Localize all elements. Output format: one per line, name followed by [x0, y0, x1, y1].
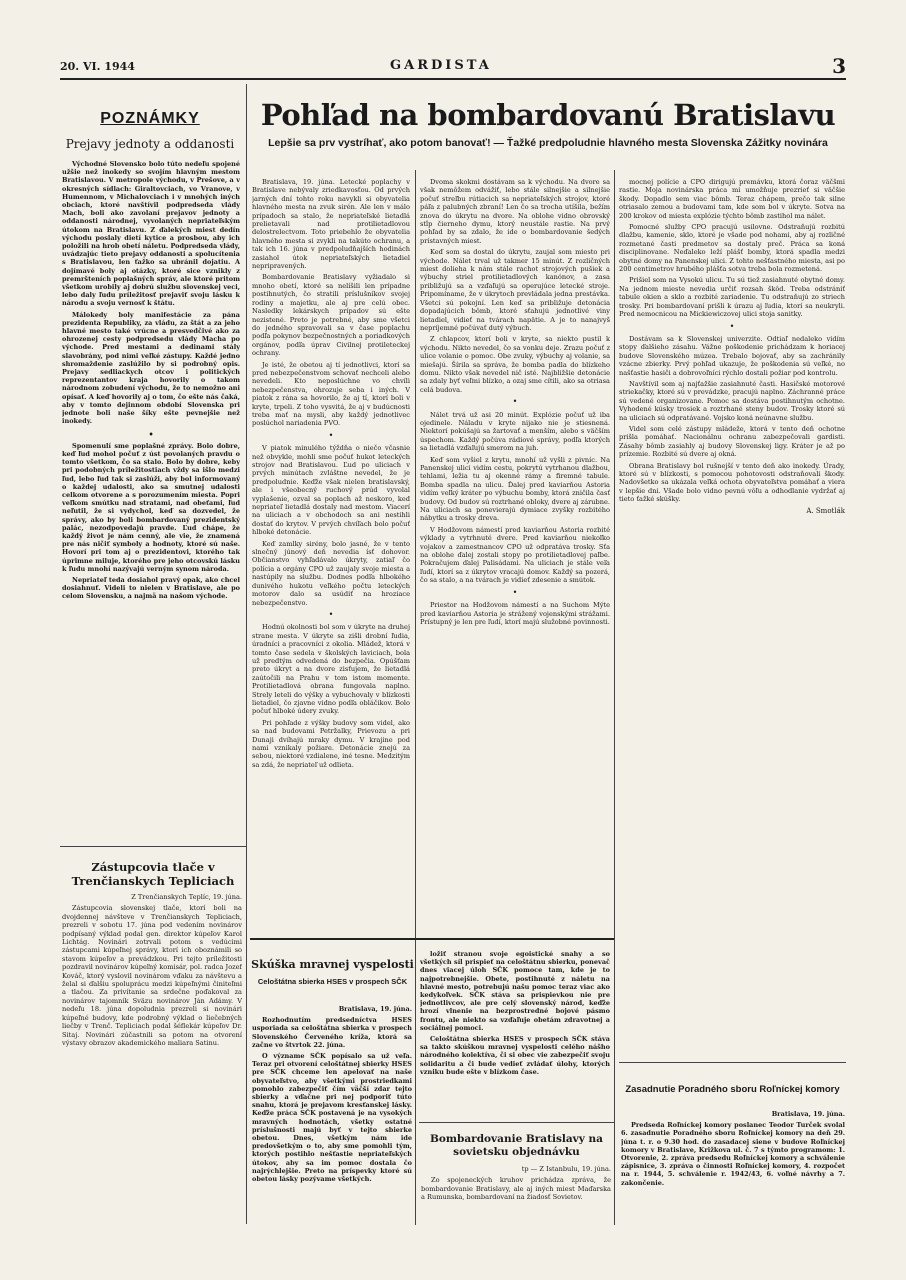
- bomb-sov-title: Bombardovanie Bratislavy na sovietsku objednávku: [430, 1133, 603, 1158]
- paragraph: Nálet trvá už asi 20 minút. Explózie počuť už iba ojedinele. Náladu v kryte nijako nie je stiesnená. Niektorí pokúšajú sa žartovať a menším, alebo s väčším úspechom. Každý počúva rádiové správy, podľa ktorých sa lietadlá vzďaľujú smerom na juh.: [420, 410, 610, 453]
- bomb-sov-body: [421, 1165, 611, 1225]
- section-rule: [419, 1122, 614, 1123]
- skuska-title: Skúška mravnej vyspelosti: [251, 958, 414, 971]
- poznamky-body: [62, 160, 240, 840]
- section-rule: [60, 846, 246, 847]
- paragraph: Spomenulí sme poplašné zprávy. Bolo dobre, keď ľud mohol počuť z úst povolaných pravdu o tomto všetkom, čo sa stalo. Bolo by dobre, keby pri podobných príležitostiach vždy sa išlo medzi ľud, lebo ľud tak si zaslúži, aby bol informovaný o každej udalosti, ako sa smutnej udalosti celkom otvorene a s porozumením miesta. Popri veľkom smútku nad stratami, nad obeťami, ľud neľutil, že si vydychol, keď sa dozvedel, že správy, ako by boli bombardovaný prezidentský palác, nezodpovedajú pravde. Ľud chápe, že každý život je nám cenný, ale vie, že znamená pre nás ničiť symboly a hodnoty, ktoré sú naše. Hovorí pri tom aj o prezidentovi, ktorého tak úprimne miluje, ktorého pre jeho otcovskú lásku k ľudu mnohí nazývajú verným synom národa.: [62, 441, 240, 573]
- paragraph: Málokedy boly manifestácie za pána prezidenta Republiky, za vládu, za štát a za jeho hlavné mesto také vrúcne a presvedčivé ako za ohrozenej cesty podpredsedu vlády Macha po východe. Pred mestami a dedinami stály slavobrány, pod nimi veľké zástupy. Každé jedno shromaždenie zaslúžilo by si podrobný opis. Prejavy sedliackych otcov i politických reprezentantov kraja hovorily o takom národnom zobudení východu, že to nemožno ani opísať. A keď hovorily aj o tom, čo ešte nás čaká, aby v tomto dejinnom období Slovenska pri jednote boli naše šíky ešte pevnejšie než inokedy.: [62, 310, 240, 426]
- paragraph: Priestor na Hodžovom námestí a na Suchom Mýte pred kaviarňou Astoria je strážený vojenskými strážami. Prístupný je len pre ľudí, ktorí majú služobné povinnosti.: [420, 601, 610, 626]
- skuska-body: [252, 1005, 412, 1220]
- paragraph: Bratislava, 19. júna. Letecké poplachy v Bratislave nebývaly zriedkavosťou. Od prvých jarných dní tohto roku navykli si obyvatelia hlavného mesta na zvuk sirén. Ale len v málo prípadoch sa stalo, že nepriateľské lietadlá prelietavali nad protilietadlovou delostrelectvom. Toto priebehlo že obyvatelia hlavného mesta si zvykli na takúto ochranu, a tak ich 16. júna v predpoludňajších hodinách zasiahol útok nepriateľských lietadiel nepripravených.: [252, 178, 410, 271]
- header-rule: [60, 78, 846, 80]
- dateline: tp — Z Istanbulu, 19. júna.: [521, 1165, 611, 1173]
- sck-continuation: [420, 950, 610, 1118]
- separator-star: •: [512, 587, 518, 597]
- paragraph: Hodnú okolnosti bol som v úkryte na druhej strane mesta. V úkryte sa zišli drobní ľudia, úradníci a pracovníci z okolia. Mládež, ktorá v tomto čase sedela v školských laviciach, bola už predtým odvedená do bezpečia. Opúšťam preto úkryt a na dvore zisťujem, že lietadlá zaútočili na Prahu v tom istom momente. Protilietadlová obrana fungovala naplno. Strely leteli do výšky a vybuchovaly v blízkosti lietadiel, čo zjavne vidno podľa obláčikov. Bolo počuť hlboké údery zvuky.: [252, 623, 410, 716]
- paragraph: Pomocné služby CPO pracujú usilovne. Odstraňujú rozbitú dlažbu, kamenie, sklo, ktoré je všade pod nohami, aby aj rozličné rozmetané časti predmetov sa dostaly preč. Práca sa koná disciplinovane. Neďaleko leží plášť bomby, ktorá spadla medzi obytné domy na Panenskej ulici. Z tohto nešťastného miesta, asi po 200 centimetrov hrubého plášťa sotva treba bola rozmetená.: [619, 223, 845, 274]
- paper-name: GARDISTA: [390, 58, 492, 73]
- paragraph: Nepriateľ teda dosiahol pravý opak, ako chcel dosiahnuť. Videli to nielen v Bratislave, ale po celom Slovensku, a najmä na našom východe.: [62, 575, 240, 601]
- separator-star: •: [729, 321, 735, 331]
- article-end-rule: [250, 938, 614, 940]
- paragraph: Zo spojeneckých kruhov prichádza zpráva, že bombardovanie Bratislavy, ale aj iných miest Maďarska a Rumunska, bombardovaní na žiadosť Sovietov.: [421, 1176, 611, 1202]
- separator-star: •: [328, 609, 334, 619]
- page-number: 3: [832, 54, 846, 78]
- paragraph: Navštívil som aj najťažšie zasiahnuté časti. Hasičské motorové striekačky, ktoré sú v prevádzke, pracujú naplno. Záchranné práce sú vedené organizovane. Pomoc sa dostáva postihnutým ochotne. Vyhodené kúsky trosiek a roztrhané steny budov. Trosky ktoré sú na uliciach sú odpratávané. Vojsko koná neúnavne službu.: [619, 379, 845, 422]
- paragraph: Z chlapcov, ktorí boli v kryte, sa niekto pustil k východu. Nikto nevedel, čo sa vonku deje. Zrazu počuť z ulice volanie o pomoc. Obe zvuky, výbuchy aj volanie, sa miešajú. Šírila sa správa, že bomba padla do blízkeho domu. Nikto však nevedel nič isté. Najbližšie detonácie sa zdaly byť veľmi blízko, a ozaj sme cítili, ako sa otriasa celá budova.: [420, 335, 610, 394]
- skuska-subtitle: Celoštátna sbierka HSES v prospech SČK: [257, 977, 408, 986]
- separator-star: •: [512, 397, 518, 407]
- article-title-prejavy: Prejavy jednoty a oddanosti: [65, 137, 235, 151]
- dateline: Bratislava, 19. júna.: [338, 1005, 412, 1013]
- paragraph: mocnej polície a CPO dirigujú premávku, ktorá čoraz väčšmi rastie. Moja novinárska práca mi umožňuje prezrieť si väčšie škody. Dopadlo sem viac bômb. Teraz chápem, prečo tak silne otriasalo zemou a budovami tam, kde som bol v úkryte. Sotva na 200 krokov od miesta explózie týchto bômb zastihol ma nálet.: [619, 178, 845, 220]
- zastupcovia-title: Zástupcovia tlače v Trenčianskych Tepliciach: [71, 860, 235, 888]
- section-rule: [619, 1062, 846, 1063]
- paragraph: Zástupcovia slovenskej tlače, ktorí boli na dvojdennej návšteve v Trenčianskych Tepliciach, prezreli v sobotu 17. júna pod vedením novinárov podpísaný výklad podal gen. direktor kúpeľov Karol Lichtág. Novinári zotrvali potom s vedúcimi zástupcami kúpeľnej správy, ktorí ich oboznámili so stavom kúpeľov a prevádzkou. Pri tejto príležitosti pozdravil novinárov kúpeľný komisár, pol. radca Jozef Kováč, ktorý vyslovil novinárom vďaku za návštevu a želal si ďalšiu spoluprácu medzi kúpeľnými činiteľmi a tlačou. Za privítanie sa srdečne poďakoval za novinárov tajomník Sväzu novinárov Ján Adámy. V nedeľu 18. júna dopoludnia prezreli si novinári kúpeľné budovy, kde podrobný výklad o liečebných liečby v Trenč. Tepliciach podal šéflekár kúpeľov Dr. Sitaj. Novinári zúčastnili sa potom na otvorení výstavy obrazov akademického maliara Satinu.: [62, 904, 242, 1047]
- main-subheadline: Lepšie sa prv vystríhať, ako potom banovať! — Ťažké predpoludnie hlavného mesta Slovenska Zážitky novinára: [268, 137, 828, 149]
- zastupcovia-body: [62, 893, 242, 1233]
- paragraph: Pri pohľade z výšky budovy som videl, ako sa nad budovami Petržalky, Prievozu a pri Dunaji dvíhajú mraky dymu. V krajine pod nami vznikaly požiare. Detonácie znejú za sebou, niektoré vzdialene, iné tesne. Medzitým sa zdá, že nepriateľ už odlieta.: [252, 718, 410, 769]
- paragraph: Keď som sa dostal do úkrytu, zaujal som miesto pri východe. Nálet trval už takmer 15 minút. Z rozličných miest dolieha k nám stále rachot strojových pušiek a výbuchy striel protilietadlových kanónov, a zasa približujú sa a vzďaľujú sa operujúce letecké stroje. Pripomíname, že v úkrytoch prevládala jedna prestávka. Všetci sú pokojní. Len keď sa približuje detonácia dopadajúcich bômb, ktoré sťahujú jednotlivé viny lietadiel, vidieť na tvárach napätie. A je to nanajvyš nepríjemné počúvať dutý výbuch.: [420, 248, 610, 332]
- section-title-poznamky: POZNÁMKY: [100, 110, 200, 127]
- paragraph: Je isté, že obetou aj tí jednotlivci, ktorí sa pred nebezpečenstvom schovať nechceli alebo nevedeli. Kto neposlúchne vo chvíli nebezpečenstva, ohrozuje seba i iných. V piatok z rána sa hovorilo, že aj tí, ktorí boli v kryte, trpeli. Z toho vysvitá, že aj v budúcnosti treba mať na mysli, aby každý jednotlivec poslúchol nariadenia PVO.: [252, 360, 410, 428]
- paragraph: Celoštátna sbierka HSES v prospech SČK stáva sa takto skúškou mravnej vyspelosti celého nášho národného kolektíva, či si obec vie zabezpečiť svoju solidaritu a či bude vedieť zvládať úlohy, ktorých vzniku bude ešte v blízkom čase.: [420, 1035, 610, 1076]
- paragraph: Dostávam sa k Slovenskej univerzite. Odtiaľ nedaleko vidím stopy ďalšieho zásahu. Vážne poškodenie prichádzam k horiacej budove Slovenského múzea. Trebalo bojovať, aby sa zachránily vzácne zbierky. Prvý pohľad ukazuje, že poškodenia sú veľké, no našťastie hasiči a dobrovoľníci rýchlo dostali požiar pod kontrolu.: [619, 334, 845, 377]
- separator-star: •: [148, 428, 154, 439]
- paragraph: V piatok minulého týždňa o niečo včasnie než obvykle, mohli sme počuť hukot leteckých strojov nad Bratislavou. Ľud po uliciach v prvých minútach zvláštne nevedel, že je predpoludnie. Keďže však nielen bratislavský, ale i všeobecný ruchový prúd vyvolal vyplašenie, ozval sa poplach až neskoro, keď nepriateľ lietadlá dostaly nad mestom. Viacerí na uliciach a v obchodoch sa ani nestihli dostať do krytov. V prvých chvíľach bolo počuť hlboké detonácie.: [252, 444, 410, 537]
- dateline: Bratislava, 19. júna.: [771, 1110, 845, 1118]
- zasadnutie-body: [621, 1110, 845, 1228]
- separator-star: •: [328, 430, 334, 440]
- column-divider: [246, 84, 247, 1224]
- main-article-col1: [252, 178, 410, 930]
- column-divider: [415, 170, 416, 1225]
- paragraph: Prišiel som na Vysokú ulicu. Tu sú tiež zasiahnuté obytné domy. Na jednom mieste nevedia určiť rozsah škôd. Treba odstrániť tabule okien a sklo a rozbité zariadenie. Tu odstraňujú zo striech trosky. Pri bombardovaní prišli k úrazu aj ľudia, ktorí sa neukryli. Pred nemocnicou na Mickiewiczovej ulici stoja sanitky.: [619, 276, 845, 319]
- paragraph: Predseda Roľníckej komory poslanec Teodor Turček svolal 6. zasadnutie Poradného sboru Roľníckej komory na deň 29. júna t. r. o 9.30 hod. do zasadacej siene v budove Roľníckej komory v Bratislave, Križkova ul. č. 7 s týmto programom: 1. Otvorenie, 2. zpráva predsedu Roľníckej komory a schválenie zápisnice, 3. zpráva o činnosti Roľníckej komory, 4. rozpočet na r. 1944, 5. schválenie r. 1942/43, 6. voľné návrhy a 7. zakončenie.: [621, 1121, 845, 1187]
- paragraph: Videl som celé zástupy mládeže, ktorá v tento deň ochotne prišla pomáhať. Nacionálnu ochranu zabezpečovali gardisti. Zásahy bômb zasiahly aj budovy Slovenskej ligy. Kráter je až po prízemie. Rozbité sú dvere aj okná.: [619, 424, 845, 459]
- paragraph: Rozhodnutím predsedníctva HSES usporiada sa celoštátna sbierka v prospech Slovenského Červeného kríža, ktorá sa začne vo štvrtok 22. júna.: [252, 1016, 412, 1049]
- paragraph: Keď zamlky sirény, bolo jasné, že v tento slnečný júnový deň nevedia ísť dohovor. Občianstvo vyhľadávalo úkryty, zatiaľ čo polícia a orgány CPO už zaujaly svoje miesta a nastúpily na službu. Dodnes podľa hlbokého dunivého hukotu veľkého počtu leteckých motorov dalo sa usúdiť na hroziace nebezpečenstvo.: [252, 539, 410, 607]
- issue-date: 20. VI. 1944: [60, 60, 135, 73]
- paragraph: Obrana Bratislavy bol rušnejší v tento deň ako inokedy. Úrady, ktoré sú v blízkosti, s pomocou pohotovosti odstraňovali škody. Nadovšetko sa ukázala veľká ochota obyvateľstva pomáhať a viera v lepšie dni. Všade bolo vidno pevnú vôľu a odhodlanie vydržať aj tieto ťažké skúšky.: [619, 461, 845, 504]
- paragraph: ložiť stranou svoje egoistické snahy a so všetkých síl prispieť na celoštátnu sbierku, ponevač dnes viacej úloh SČK pomoce tam, kde je to najpotrebnejšie. Obete, postihnuté z náletu na hlavné mesto, potrebujú našu pomoc teraz viac ako kedykoľvek. SČK stáva sa prispievkou nie pre jednotlivcov, ale pre celý slovenský národ, keďže hrozí vlnenie na bezprostredné bojové pásmo frontu, ale niekto sa vzďaľuje obetám zdravotnej a sociálnej pomoci.: [420, 950, 610, 1032]
- column-divider: [614, 170, 615, 1225]
- main-headline: Pohľad na bombardovanú Bratislavu: [260, 98, 836, 132]
- main-article-col3: [619, 178, 845, 1058]
- dateline: Z Trenčianskych Teplíc, 19. júna.: [131, 893, 242, 901]
- author-byline: A. Smotlák: [806, 506, 845, 515]
- paragraph: Dvoma skokmi dostávam sa k východu. Na dvore sa však nemôžem odvážiť, lebo stále silnejšie a silnejšie počuť streľbu rútiacich sa nepriateľských strojov, ktoré páľa z palubných zbraní! Len čo sa trocha utíšila, bežím znova do úkrytu na dvore. Na oblohe vidno obrovský stĺp čierneho dymu, ktorý neustále rastie. Na prvý pohľad by sa zdalo, že ide o bombardovanie šedých prístavných miest.: [420, 178, 610, 245]
- main-article-col2: [420, 178, 610, 930]
- paragraph: O význame SČK popísalo sa už veľa. Teraz pri otvorení celoštátnej sbierky HSES pre SČK chceme len apelovať na naše obyvateľstvo, aby všetkými prostriedkami pomohlo zabezpečiť čím väčší zdar tejto sbierky a vďačne pri nej podporiť túto snahu, ktorá je prejavom kresťanskej lásky. Keďže práca SČK postavená je na vysokých mravných hodnotách, všetky ostatné príslušnosti majú byť v tejto sbierke obetou. Dnes, všetkým nám ide predovšetkým o to, aby sme pomohli tým, ktorých postihlo nešťastie nepriateľských útokov, aby sa im pomoc dostala čo najrýchlejšie. Preto na príspevky ktoré sú obetou lásky pozývame všetkých.: [252, 1052, 412, 1184]
- zasadnutie-title: Zasadnutie Poradného sboru Roľníckej komory: [625, 1084, 840, 1095]
- paragraph: V Hodžovom námestí pred kaviarňou Astoria rozbité výklady a vytrhnuté dvere. Pred kaviarňou niekoľko vojakov a zamestnancov CPO už odpratáva trosky. Sťa na oblohe ďalej zostali stopy po protilietadlovej paľbe. Pokračujem ďalej Palisádami. Na uliciach je stále veľa ľudí, ktorí sa z úkrytov vracajú domov. Každý sa pozerá, čo sa stalo, a na tvárach je vidieť zdesenie a smútok.: [420, 525, 610, 585]
- paragraph: Východné Slovensko bolo túto nedeľu spojené užšie než inokedy so svojím hlavným mestom Bratislavou. V metropole východu, v Prešove, a v okresných sídlach: Giraltovciach, vo Vranove, v Humennom, v Michalovciach i v mnohých iných obciach, ktoré navštívil podpredseda vlády Mach, boli ako zavolaní prejavov jednoty a oddanosti národnej, vyvolaných nepriateľským útokom na Bratislavu. Z ďalekých miest dedín východu poslaly dietí kytice a prosbou, aby ich položili na hrob obetí náletu. Podpredseda vlády, uvádzajúc tieto prejavy oddanosti a spolucítenia s Bratislavou, len ťažko sa ubránil dojatiu. A dojímavé boly aj otázky, ktoré sice vznikly z premršteních poplašných správ, ale ktoré pritom všetkom urobily aj dobrú službu slovenskej veci, lebo daly ľudu príležitosť prejaviť svoju lásku k národu a svoju vernosť k štátu.: [62, 160, 240, 308]
- paragraph: Bombardovanie Bratislavy vyžiadalo si mnoho obetí, ktoré sa nelíšili len prípadne postihnutých, čo stratili príslušníkov svojej rodiny a majetku, ale aj pre celú obec. Nasledky lekárskych prípadov sú ešte nezistené. Preto je potrebné, aby sme všetci do jedného spravovali sa v čase poplachu podľa pokynov bezpečnostných a poriadkových orgánov, podľa úprav Civilnej protileteckej ochrany.: [252, 273, 410, 358]
- paragraph: Keď som vyšiel z krytu, mnohí už vyšli z pivníc. Na Panenskej ulici vidím cestu, pokrytú vytrhanou dlažbou, tehlami, ležia tu aj okenné rámy a firemné tabule. Bomba spadla na ulicu. Ďalej pred kaviarňou Astoria vidím veľký kráter po výbuchu bomby, ktorá zničila časť budovy. Od budov sú roztrhané obloky, dvere aj zárubne. Na uliciach sa ponevierajú dymiace zvyšky rozbitého nábytku a trosky dreva.: [420, 455, 610, 523]
